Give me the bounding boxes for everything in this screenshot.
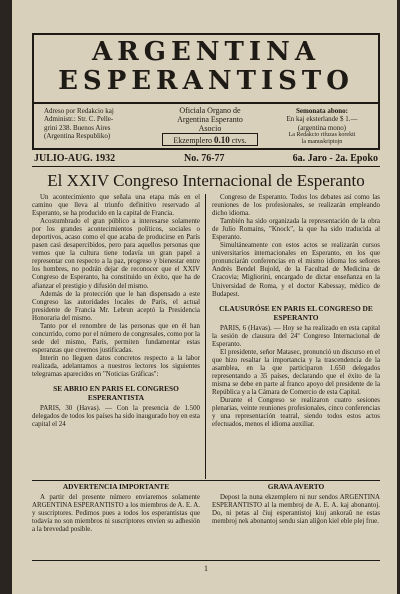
- subtitle-line: Oficiala Organo de: [179, 106, 241, 115]
- section-heading: CLAUSURÓSE EN PARIS EL CONGRESO DE ESPERANTO: [219, 303, 373, 322]
- disclaimer-line: La Redakcio rifuzas korekti: [288, 132, 356, 139]
- price-value: 0.10: [214, 135, 230, 145]
- notice-heading: ADVERTENCIA IMPORTANTE: [62, 482, 170, 491]
- issue-date: JULIO-AUG. 1932: [34, 153, 116, 164]
- notice-text: Depost la nuna ekzemplero ni nur sendos ARGENTINA ESPERANTISTO al la membroj de A. E. A. kaj abonantoj. Do, ni petas al ĉiuj esperantistoj kiuj ankoraŭ ne estas membroj nek abonantoj sendu sian aliĝon kiel eble plej frue.: [212, 494, 380, 526]
- right-column: [212, 194, 380, 429]
- subtitle-line: Asocio: [198, 124, 222, 133]
- price-unit: ctvs.: [231, 136, 247, 145]
- issue-number: No. 76-77: [184, 153, 225, 164]
- address-line: (Argentina Respubliko): [44, 132, 111, 141]
- address-line: grini 238. Buenos Aires: [44, 123, 111, 132]
- paragraph: Acostumbrado el gran público a interesarse solamente por los grandes acontecimientos políticos, sociales o deportivos, acaso como el que acaba de producirse en París pasen casi desapercibidos, pero para aquellos personas que vemos que la cultura tiene todavía un gran papel a representar con respecto a la paz, progreso y bienestar entre los hombres, no podrán dejar de reconocer que el XXIV Congreso de Esperanto, ha constituido un éxito, que ha de afianzar el prestigio y difusión del mismo.: [32, 218, 200, 290]
- paragraph: PARIS, 6 (Havas). — Hoy se ha realizado en esta capital la sesión de clausura del 24º Congreso Internacional de Esperanto.: [212, 324, 380, 348]
- left-column: [32, 194, 200, 429]
- paragraph: El presidente, señor Matasec, pronunció un discurso en el que hizo resaltar la importancia y la trascendencia de la asamblea, en la que participaron 1.650 delegados representando a 35 países, declarando que el éxito de la misma se debe en parte al franco apoyo del presidente de la República y a la Cámara de Comercio de esta Capital.: [212, 348, 380, 396]
- address-line: Adreso por Redakcio kaj: [44, 107, 114, 115]
- notice-text: A partir del presente número enviaremos solamente ARGENTINA ESPERANTISTO a los miembros de A. E. A. y suscriptores. Pedimos pues a todos los esperantistas que todavía no son miembros ni suscriptores envíen su adhesión a la brevedad posible.: [32, 494, 200, 534]
- divider: [32, 480, 380, 481]
- address-block: [44, 107, 154, 141]
- paragraph: Durante el Congreso se realizaron cuatro sesiones plenarias, veinte reuniones profesionales, cinco conferencias y una representación teatral, siendo todos estos actos efectuados, menos el idioma auxiliar.: [212, 397, 380, 429]
- paragraph: También ha sido organizada la representación de la obra de Julio Romains, "Knock", la que ha sido traducida al Esperanto.: [212, 218, 380, 242]
- masthead-title-line2: ESPERANTISTO: [58, 66, 354, 96]
- paragraph: PARIS, 30 (Havas). — Con la presencia de 1.500 delegados de todos los países ha sido inaugurado hoy en esta capital el 24: [32, 405, 200, 429]
- page-number: 1: [204, 564, 208, 573]
- paragraph: Simultáneamente con estos actos se realizarán cursos universitarios internacionales en Esperanto, en los que pronunciarán conferencias en el mismo idioma los señores Andrés Bendel Bujold, de la Facultad de Medicina de Cracovia; Migliorini, encargado de dictar enseñanza en la Universidad de Roma, y el doctor Kabessay, médico de Budapest.: [212, 242, 380, 298]
- paragraph: Tanto por el renombre de las personas que en él han concurrido, como por el número de congresales, como por la sede del mismo, París, permiten fundamentar estas esperanzas que creemos justificadas.: [32, 322, 200, 354]
- notice-spanish: [32, 483, 200, 534]
- headline: El XXIV Congreso Internacional de Esperanto: [47, 171, 365, 190]
- paragraph: Congreso de Esperanto. Todos los debates así como las reuniones de los profesionales, se realizarán empleando dicho idioma.: [212, 194, 380, 218]
- section-heading: SE ABRIO EN PARIS EL CONGRESO ESPERANTISTA: [53, 384, 179, 403]
- issue-year: 6a. Jaro - 2a. Epoko: [292, 153, 378, 164]
- paragraph: Interín no lleguen datos concretos respecto a la labor realizada, adelantamos a nuestros lectores los siguientes telegramas aparecidos en "Noticias Gráficas":: [32, 354, 200, 379]
- masthead-title-line1: ARGENTINA: [91, 37, 320, 67]
- subscription-line: En kaj eksterlande $ 1.—: [286, 115, 358, 124]
- subtitle-block: [162, 106, 258, 132]
- subscription-block: [268, 107, 376, 146]
- subtitle-line: Argentina Esperanto: [177, 115, 243, 124]
- masthead: [32, 33, 380, 104]
- subscription-title: Semonata abono:: [296, 107, 348, 115]
- column-divider: [205, 194, 206, 479]
- address-line: Administr.: Str. C. Pelle-: [44, 115, 114, 124]
- price-label: Ekzemplero: [173, 136, 212, 145]
- notice-heading: GRAVA AVERTO: [267, 482, 325, 491]
- newspaper-page: [12, 0, 397, 594]
- subscription-line: (argentina mono): [297, 123, 347, 132]
- notice-esperanto: [212, 483, 380, 526]
- paragraph: Además de la protección que le han dispensado a este Congreso las autoridades locales de París, el actual presidente de Francia Mr. Lebrun aceptó la Presidencia Honoraria del mismo.: [32, 290, 200, 322]
- divider: [32, 166, 380, 167]
- info-bar: [32, 104, 380, 150]
- paragraph: Un acontecimiento que señala una etapa más en el camino que lleva al triunfo definitivo reservado al Esperanto, se ha producido en la capital de Francia.: [32, 194, 200, 218]
- price-box: [162, 133, 258, 146]
- dateline: [32, 151, 380, 166]
- disclaimer-line: la manuskriptojn: [301, 139, 343, 146]
- divider: [32, 560, 380, 561]
